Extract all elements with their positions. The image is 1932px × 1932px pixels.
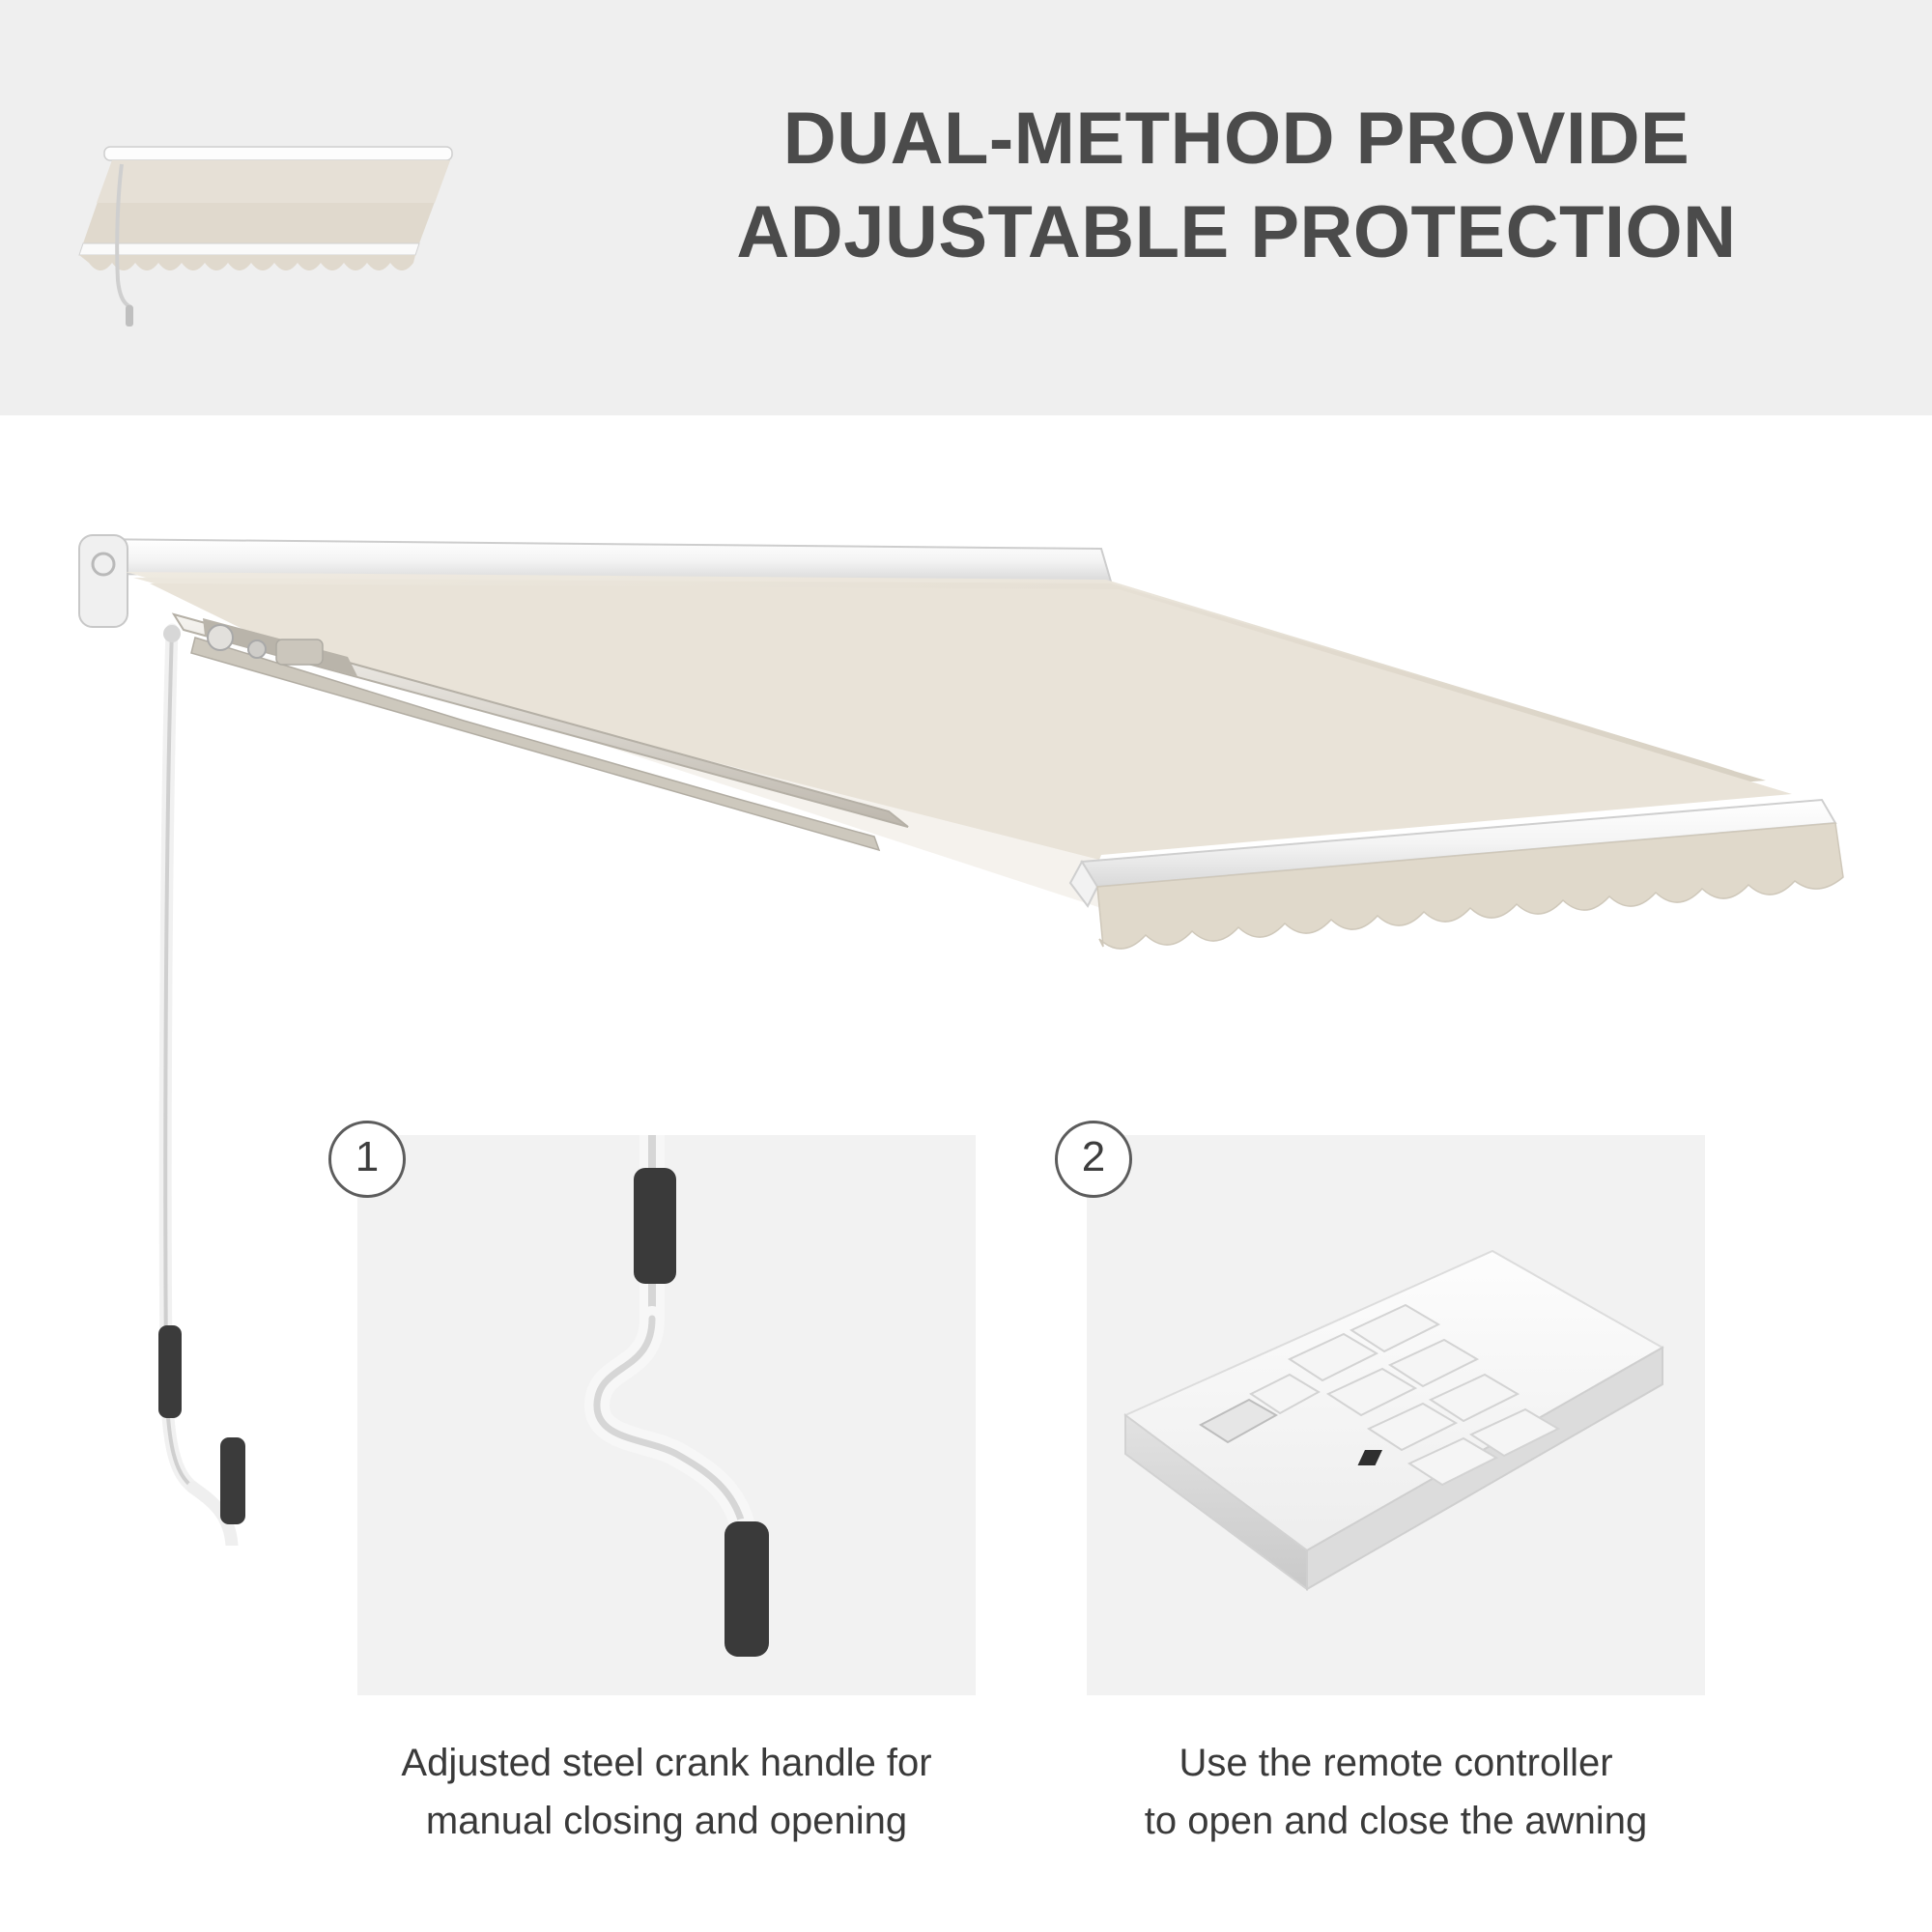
remote-controller-panel	[1087, 1135, 1705, 1695]
remote-controller-caption	[1058, 1734, 1734, 1850]
page-title-line-1: DUAL-METHOD PROVIDE	[782, 98, 1690, 180]
step-badge-2: 2	[1055, 1121, 1132, 1198]
page-title-line-2: ADJUSTABLE PROTECTION	[736, 191, 1737, 274]
crank-handle-panel	[357, 1135, 976, 1695]
crank-handle-caption	[328, 1734, 1005, 1850]
crank-grip-upper	[158, 1325, 182, 1418]
steel-crank-handle-photo	[357, 1135, 976, 1695]
crank-handle-rod	[158, 625, 245, 1546]
crank-caption-line-2: manual closing and opening	[425, 1800, 908, 1842]
remote-controller-photo	[1087, 1135, 1705, 1695]
remote-caption-line-2: to open and close the awning	[1144, 1800, 1648, 1842]
crank-grip-lower	[220, 1437, 245, 1524]
awning-thumbnail	[75, 135, 481, 348]
crank-caption-line-1: Adjusted steel crank handle for	[401, 1742, 932, 1784]
step-badge-1: 1	[328, 1121, 406, 1198]
page-title	[599, 92, 1874, 280]
lower-grip	[724, 1521, 769, 1657]
remote-caption-line-1: Use the remote controller	[1179, 1742, 1613, 1784]
header-banner	[0, 0, 1932, 415]
upper-grip	[634, 1168, 676, 1284]
